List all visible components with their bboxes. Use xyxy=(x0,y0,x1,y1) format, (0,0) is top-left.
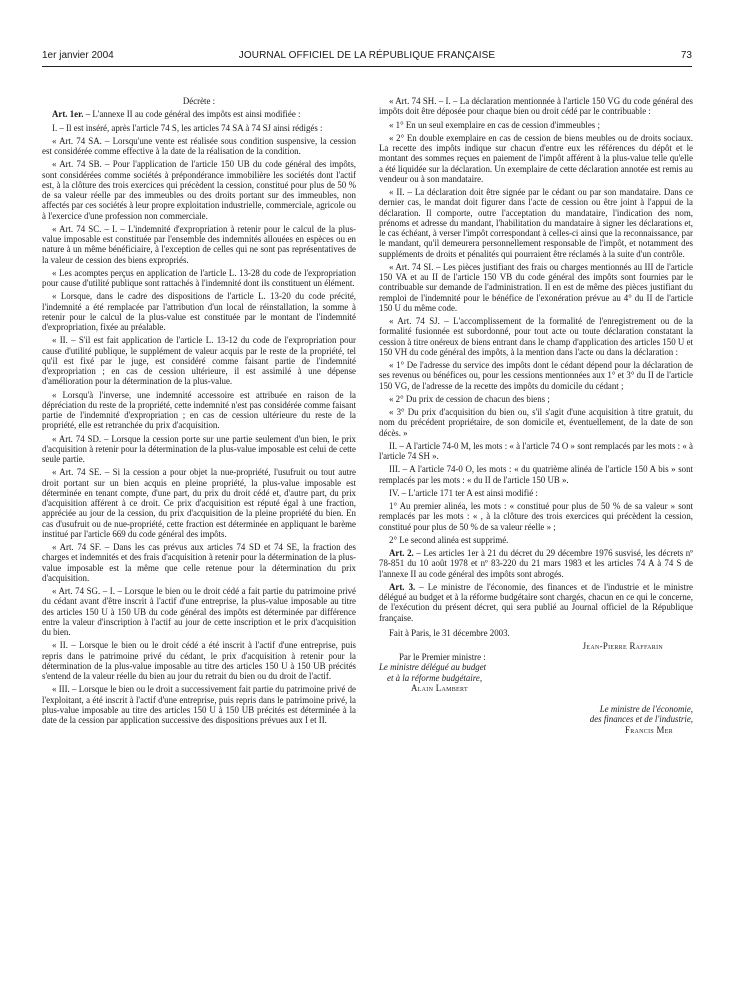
article-3 xyxy=(379,582,693,623)
article-1-text: – L'annexe II au code général des impôts est ainsi modifiée : xyxy=(83,109,301,120)
right-column xyxy=(379,96,693,735)
header-page-number: 73 xyxy=(680,50,692,61)
decrete-heading: Décrète : xyxy=(182,96,216,106)
paragraph: « Art. 74 SH. – I. – La déclaration mentionnée à l'article 150 VG du code général des impôts doit être déposée pour chaque bien ou droit cédé par le contribuable : xyxy=(379,96,693,117)
paragraph: IV. – L'article 171 ter A est ainsi modifié : xyxy=(389,487,538,498)
minister-economy-title-2: des finances et de l'industrie, xyxy=(589,714,693,724)
paragraph: « Les acomptes perçus en application de l'article L. 13-28 du code de l'expropriation pour cause d'utilité publique sont rattachés à l'indemnité dont ils constituent un élément. xyxy=(42,267,356,288)
article-1-label: Art. 1er. xyxy=(52,109,84,120)
paragraph: III. – A l'article 74-0 O, les mots : « du quatrième alinéa de l'article 150 A bis » sont remplacés par les mots : « du II de l'article 150 UB ». xyxy=(379,464,693,485)
minister-economy-title-1: Le ministre de l'économie, xyxy=(599,703,693,714)
article-2 xyxy=(379,548,693,579)
minister-budget-title-2: et à la réforme budgétaire, xyxy=(387,672,483,683)
left-column xyxy=(42,96,356,728)
signature-budget-minister: Alain Lambert xyxy=(411,683,468,693)
article-3-label: Art. 3. xyxy=(389,581,416,592)
signature-prime-minister: Jean-Pierre Raffarin xyxy=(582,641,663,651)
paragraph: « II. – S'il est fait application de l'article L. 13-12 du code de l'expropriation pour cause d'utilité publique, le supplément de valeur acquis par le reste de la propriété, tel qu'il est fixé par le juge, est considéré comme faisant partie de l'indemnité d'expropriation ; en cas de cession ultérieure, il est assimilé à une dépense d'amélioration pour la détermination de la plus-value. xyxy=(42,335,356,387)
article-3-text: – Le ministre de l'économie, des finances et de l'industrie et le ministre délégué au budget et à la réforme budgétaire sont chargés, chacun en ce qui le concerne, de l'exécution du présent décret, qui sera publié au Journal officiel de la République française. xyxy=(379,581,693,623)
header-rule xyxy=(42,66,692,67)
paragraph: « 2° Du prix de cession de chacun des biens ; xyxy=(389,393,550,404)
paragraph: I. – Il est inséré, après l'article 74 S, les articles 74 SA à 74 SJ ainsi rédigés : xyxy=(52,122,323,133)
paragraph: « Art. 74 SA. – Lorsqu'une vente est réalisée sous condition suspensive, la cession est considérée comme effective à la date de la réalisation de la condition. xyxy=(42,135,356,156)
paragraph: « II. – Lorsque le bien ou le droit cédé a été inscrit à l'actif d'une entreprise, puis repris dans le patrimoine privé du cédant, le prix d'acquisition à retenir pour la détermination de la plus-value imposable au titre des articles 150 U à 150 UB précités s'entend de la valeur réelle du bien au jour du retrait du bien ou du droit de l'actif. xyxy=(42,640,356,681)
par-le-premier-ministre: Par le Premier ministre : xyxy=(399,651,486,662)
header-date: 1er janvier 2004 xyxy=(42,50,114,61)
paragraph: « 1° De l'adresse du service des impôts dont le cédant dépend pour la déclaration de ses revenus ou bénéfices ou, pour les cessions mentionnées aux 1° et 3° du II de l'article 150 VG, de l'adresse de la recette des impôts du domicile du cédant ; xyxy=(379,360,693,391)
paragraph: « Art. 74 SF. – Dans les cas prévus aux articles 74 SD et 74 SE, la fraction des charges et indemnités et des frais d'acquisition à retenir pour la détermination de la plus-value imposable est la même que celle retenue pour la détermination du prix d'acquisition. xyxy=(42,542,356,583)
paragraph: II. – A l'article 74-0 M, les mots : « à l'article 74 O » sont remplacés par les mots : « à l'article 74 SH ». xyxy=(379,440,693,461)
paragraph: « III. – Lorsque le bien ou le droit a successivement fait partie du patrimoine privé de l'exploitant, a été inscrit à l'actif d'une entreprise, puis repris dans le patrimoine privé, la plus-value imposable au titre des articles 150 U à 150 UB précités est déterminée à la date de la cession par application successive des dispositions prévues aux I et II. xyxy=(42,684,356,725)
paragraph: « Art. 74 SE. – Si la cession a pour objet la nue-propriété, l'usufruit ou tout autre droit portant sur un bien acquis en pleine propriété, la plus-value imposable est déterminée en tenant compte, d'une part, du prix du droit cédé et, d'autre part, du prix d'acquisition afférent à ce droit. Ce prix d'acquisition est réputé égal à une fraction, appréciée au jour de la cession, du prix d'acquisition de la pleine propriété du bien. En cas d'usufruit ou de nue-propriété, cette fraction est déterminée en appliquant le barème institué par l'article 669 du code général des impôts. xyxy=(42,467,356,539)
paragraph: « Art. 74 SI. – Les pièces justifiant des frais ou charges mentionnés au III de l'article 150 VA et au II de l'article 150 VB du code général des impôts sont fournies par le contribuable sur demande de l'administration. Il en est de même des pièces justifiant du remploi de l'indemnité pour le bénéfice de l'exonération prévue au 4° du II de l'article 150 U du même code. xyxy=(379,261,693,313)
paragraph: « 2° En double exemplaire en cas de cession de biens meubles ou de droits sociaux. La recette des impôts indique sur chacun d'entre eux les références du dépôt et le montant des sommes reçues en paiement de l'impôt afférent à la plus-value telle qu'elle a été liquidée sur la déclaration. Un exemplaire de cette déclaration annotée est remis au vendeur ou à son mandataire. xyxy=(379,132,693,184)
paragraph: « Art. 74 SB. – Pour l'application de l'article 150 UB du code général des impôts, sont considérées comme sociétés à prépondérance immobilière les sociétés dont l'actif est, à la clôture des trois exercices qui précèdent la cession, constitué pour plus de 50 % de sa valeur réelle par des immeubles ou des droits portant sur des immeubles, non affectés par ces sociétés à leur propre exploitation industrielle, commerciale, agricole ou à l'exercice d'une profession non commerciale. xyxy=(42,159,356,221)
page-header xyxy=(42,50,692,64)
fait-a-paris: Fait à Paris, le 31 décembre 2003. xyxy=(389,627,510,638)
paragraph: « Lorsqu'à l'inverse, une indemnité accessoire est attribuée en raison de la dépréciation du reste de la propriété, cette indemnité n'est pas considérée comme faisant partie de l'indemnité d'expropriation ; en cas de cession ultérieure du reste de la propriété, elle est retranchée du prix d'acquisition. xyxy=(42,389,356,431)
paragraph: « Art. 74 SJ. – L'accomplissement de la formalité de l'enregistrement ou de la formalité fusionnée est subordonné, pour tout acte ou toute déclaration constatant la cession à titre onéreux de biens entrant dans le champ d'application des articles 150 U et 150 VH du code général des impôts, à la mention dans l'acte ou dans la déclaration : xyxy=(379,316,693,357)
paragraph: « 1° En un seul exemplaire en cas de cession d'immeubles ; xyxy=(389,119,600,130)
article-2-label: Art. 2. xyxy=(389,548,414,558)
paragraph: 2° Le second alinéa est supprimé. xyxy=(389,534,509,545)
header-journal-title: JOURNAL OFFICIEL DE LA RÉPUBLIQUE FRANÇAISE xyxy=(238,50,496,61)
paragraph: « II. – La déclaration doit être signée par le cédant ou par son mandataire. Dans ce dernier cas, le mandat doit figurer dans l'acte de cession ou être joint à l'appui de la déclaration. Il comporte, outre l'acceptation du mandataire, l'indication des nom, prénoms et adresse du mandant, l'habilitation du mandataire à signer les déclarations et, le cas échéant, à verser l'impôt correspondant à celles-ci ainsi que la reconnaissance, par le mandant, qu'il demeurera personnellement responsable de l'impôt, et notamment des suppléments de droits et pénalités qui pourraient être réclamés à la suite d'un contrôle. xyxy=(379,187,693,259)
paragraph: « Art. 74 SC. – I. – L'indemnité d'expropriation à retenir pour le calcul de la plus-value imposable est constituée par l'ensemble des indemnités allouées en espèces ou en nature à un même bénéficiaire, à l'exception de celles qui ne sont pas représentatives de la valeur de cession des biens expropriés. xyxy=(42,223,356,265)
paragraph: 1° Au premier alinéa, les mots : « constitué pour plus de 50 % de sa valeur » sont remplacés par les mots : « , à la clôture des trois exercices qui précèdent la cession, constitué pour plus de 50 % de sa valeur réelle » ; xyxy=(379,501,693,532)
paragraph: « Lorsque, dans le cadre des dispositions de l'article L. 13-20 du code précité, l'indemnité a été remplacée par l'attribution d'un local de réinstallation, la somme à retenir pour le calcul de la plus-value est constituée par le montant de l'indemnité d'expropriation, fixée au préalable. xyxy=(42,291,356,332)
minister-budget-title-1: Le ministre délégué au budget xyxy=(379,662,487,672)
paragraph: « Art. 74 SG. – I. – Lorsque le bien ou le droit cédé a fait partie du patrimoine privé du cédant avant d'être inscrit à l'actif d'une entreprise, la plus-value imposable au titre des articles 150 U à 150 UB du code général des impôts est déterminée par différence entre la valeur d'inscription à l'actif au jour de cette inscription et le prix d'acquisition du bien. xyxy=(42,586,356,637)
article-1-intro xyxy=(42,109,356,119)
paragraph: « Art. 74 SD. – Lorsque la cession porte sur une partie seulement d'un bien, le prix d'acquisition à retenir pour la détermination de la plus-value imposable est celui de cette seule partie. xyxy=(42,433,356,464)
article-2-text: – Les articles 1er à 21 du décret du 29 décembre 1976 susvisé, les décrets nº 78-851 du 10 août 1978 et nº 83-220 du 21 mars 1983 et les articles 74 A à 74 S de l'annexe II au code général des impôts sont abrogés. xyxy=(379,548,693,579)
paragraph: « 3° Du prix d'acquisition du bien ou, s'il s'agit d'une acquisition à titre gratuit, du nom du précédent propriétaire, de son domicile et, éventuellement, de la date de son décès. » xyxy=(379,407,693,438)
signature-economy-minister: Francis Mer xyxy=(624,724,673,735)
